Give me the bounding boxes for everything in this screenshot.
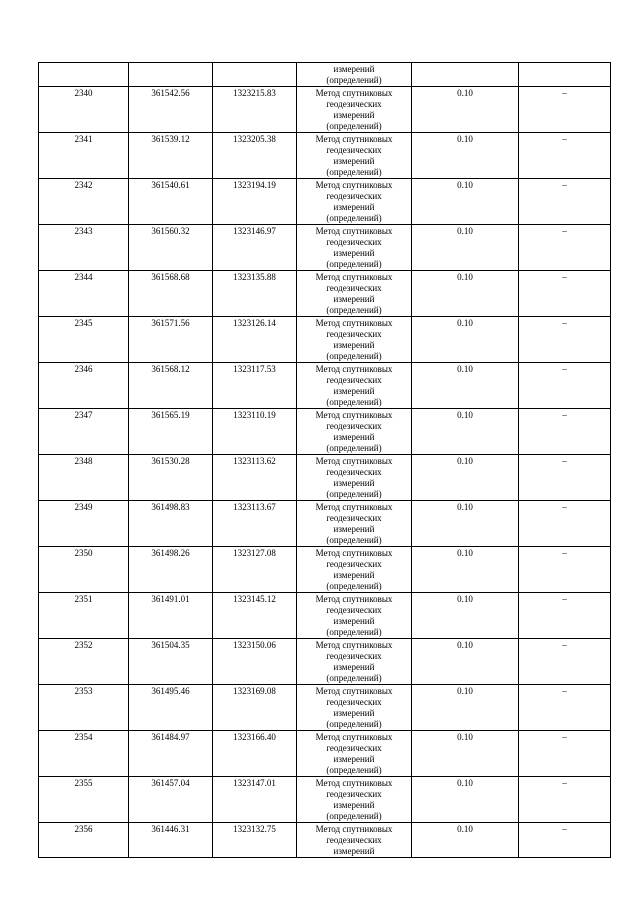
table-row <box>39 179 611 225</box>
method-line: измерений <box>333 202 375 212</box>
point-number-cell <box>39 133 129 179</box>
x-coordinate-cell <box>129 823 213 858</box>
method-line: геодезических <box>326 191 382 201</box>
accuracy-value: 0.10 <box>457 88 473 98</box>
coordinates-table <box>38 62 611 858</box>
note-cell <box>519 777 611 823</box>
point-number: 2342 <box>74 180 93 190</box>
accuracy-value: 0.10 <box>457 180 473 190</box>
point-number-cell <box>39 685 129 731</box>
accuracy-cell <box>412 455 519 501</box>
accuracy-cell <box>412 685 519 731</box>
method-line: (определений) <box>326 581 382 591</box>
table-row <box>39 409 611 455</box>
y-coordinate-cell <box>213 225 297 271</box>
table-row <box>39 777 611 823</box>
point-number-cell <box>39 547 129 593</box>
accuracy-value: 0.10 <box>457 686 473 696</box>
note-value: – <box>562 88 567 98</box>
point-number: 2346 <box>74 364 93 374</box>
note-cell <box>519 63 611 87</box>
method-line: Метод спутниковых <box>315 778 393 788</box>
method-line: геодезических <box>326 651 382 661</box>
method-cell <box>297 547 412 593</box>
method-line: геодезических <box>326 743 382 753</box>
table-row <box>39 639 611 685</box>
method-line: (определений) <box>326 397 382 407</box>
accuracy-value: 0.10 <box>457 548 473 558</box>
accuracy-cell <box>412 593 519 639</box>
y-coordinate-cell <box>213 409 297 455</box>
table-row <box>39 271 611 317</box>
y-coordinate: 1323150.06 <box>233 640 276 650</box>
method-line: измерений <box>333 708 375 718</box>
y-coordinate-cell <box>213 363 297 409</box>
method-line: геодезических <box>326 697 382 707</box>
y-coordinate-cell <box>213 685 297 731</box>
x-coordinate: 361540.61 <box>151 180 190 190</box>
x-coordinate-cell <box>129 777 213 823</box>
method-line: измерений <box>333 294 375 304</box>
note-value: – <box>562 364 567 374</box>
x-coordinate-cell <box>129 317 213 363</box>
table-row <box>39 317 611 363</box>
method-cell <box>297 133 412 179</box>
point-number: 2345 <box>74 318 93 328</box>
method-line: (определений) <box>326 765 382 775</box>
point-number: 2343 <box>74 226 93 236</box>
note-cell <box>519 317 611 363</box>
y-coordinate: 1323147.01 <box>233 778 276 788</box>
note-value: – <box>562 824 567 834</box>
table-row <box>39 731 611 777</box>
y-coordinate-cell <box>213 547 297 593</box>
accuracy-cell <box>412 823 519 858</box>
point-number-cell <box>39 179 129 225</box>
note-value: – <box>562 548 567 558</box>
note-cell <box>519 593 611 639</box>
accuracy-cell <box>412 317 519 363</box>
note-cell <box>519 547 611 593</box>
table-row <box>39 685 611 731</box>
method-line: измерений <box>333 662 375 672</box>
point-number: 2341 <box>74 134 93 144</box>
accuracy-cell <box>412 225 519 271</box>
note-cell <box>519 685 611 731</box>
method-line: Метод спутниковых <box>315 272 393 282</box>
accuracy-value: 0.10 <box>457 640 473 650</box>
method-line: (определений) <box>326 213 382 223</box>
method-cell <box>297 63 412 87</box>
point-number-cell <box>39 593 129 639</box>
method-line: (определений) <box>326 719 382 729</box>
x-coordinate-cell <box>129 225 213 271</box>
method-line: (определений) <box>326 811 382 821</box>
x-coordinate-cell <box>129 179 213 225</box>
accuracy-value: 0.10 <box>457 272 473 282</box>
y-coordinate: 1323135.88 <box>233 272 276 282</box>
y-coordinate-cell <box>213 317 297 363</box>
accuracy-cell <box>412 133 519 179</box>
x-coordinate-cell <box>129 501 213 547</box>
method-cell <box>297 685 412 731</box>
method-line: Метод спутниковых <box>315 364 393 374</box>
point-number-cell <box>39 501 129 547</box>
accuracy-cell <box>412 179 519 225</box>
method-line: Метод спутниковых <box>315 548 393 558</box>
method-line: Метод спутниковых <box>315 502 393 512</box>
method-line: геодезических <box>326 329 382 339</box>
table-row <box>39 593 611 639</box>
method-cell <box>297 455 412 501</box>
method-cell <box>297 317 412 363</box>
method-line: Метод спутниковых <box>315 318 393 328</box>
y-coordinate: 1323132.75 <box>233 824 276 834</box>
note-value: – <box>562 180 567 190</box>
method-cell <box>297 823 412 858</box>
method-cell <box>297 409 412 455</box>
table-row <box>39 363 611 409</box>
note-cell <box>519 363 611 409</box>
note-cell <box>519 501 611 547</box>
method-line: Метод спутниковых <box>315 226 393 236</box>
y-coordinate-cell <box>213 133 297 179</box>
note-cell <box>519 455 611 501</box>
x-coordinate: 361568.68 <box>151 272 190 282</box>
accuracy-cell <box>412 547 519 593</box>
point-number-cell <box>39 87 129 133</box>
method-line: измерений <box>333 386 375 396</box>
x-coordinate <box>129 63 212 64</box>
method-line: геодезических <box>326 835 382 845</box>
note-cell <box>519 225 611 271</box>
point-number: 2351 <box>74 594 93 604</box>
point-number-cell <box>39 455 129 501</box>
method-line: геодезических <box>326 559 382 569</box>
method-line: Метод спутниковых <box>315 732 393 742</box>
method-line: измерений <box>333 478 375 488</box>
point-number-cell <box>39 823 129 858</box>
x-coordinate-cell <box>129 363 213 409</box>
y-coordinate: 1323127.08 <box>233 548 276 558</box>
table-row-continued <box>39 63 611 87</box>
note-cell <box>519 133 611 179</box>
y-coordinate: 1323169.08 <box>233 686 276 696</box>
y-coordinate-cell <box>213 823 297 858</box>
note-value: – <box>562 640 567 650</box>
y-coordinate: 1323194.19 <box>233 180 276 190</box>
point-number-cell <box>39 639 129 685</box>
method-line: (определений) <box>326 351 382 361</box>
method-line: измерений <box>333 846 375 856</box>
y-coordinate-cell <box>213 731 297 777</box>
method-line: (определений) <box>326 535 382 545</box>
y-coordinate <box>213 63 296 64</box>
note-value: – <box>562 226 567 236</box>
x-coordinate-cell <box>129 593 213 639</box>
point-number-cell <box>39 271 129 317</box>
note-value: – <box>562 502 567 512</box>
accuracy-cell <box>412 271 519 317</box>
accuracy-cell <box>412 639 519 685</box>
method-line: (определений) <box>326 121 382 131</box>
point-number: 2350 <box>74 548 93 558</box>
x-coordinate: 361530.28 <box>151 456 190 466</box>
method-line: Метод спутниковых <box>315 134 393 144</box>
accuracy-value: 0.10 <box>457 318 473 328</box>
method-line: измерений <box>333 110 375 120</box>
y-coordinate-cell <box>213 501 297 547</box>
table-row <box>39 133 611 179</box>
x-coordinate-cell <box>129 133 213 179</box>
method-cell <box>297 593 412 639</box>
accuracy-value: 0.10 <box>457 410 473 420</box>
accuracy-value: 0.10 <box>457 134 473 144</box>
note-cell <box>519 639 611 685</box>
method-line: измерений <box>333 156 375 166</box>
accuracy-value: 0.10 <box>457 226 473 236</box>
y-coordinate: 1323145.12 <box>233 594 276 604</box>
table-row <box>39 87 611 133</box>
x-coordinate: 361542.56 <box>151 88 190 98</box>
method-line: Метод спутниковых <box>315 456 393 466</box>
x-coordinate-cell <box>129 547 213 593</box>
method-line: измерений <box>333 340 375 350</box>
method-cell <box>297 271 412 317</box>
x-coordinate-cell <box>129 63 213 87</box>
method-line: измерений <box>333 616 375 626</box>
y-coordinate-cell <box>213 63 297 87</box>
note-value: – <box>562 318 567 328</box>
accuracy-cell <box>412 731 519 777</box>
y-coordinate: 1323166.40 <box>233 732 276 742</box>
method-line: геодезических <box>326 99 382 109</box>
x-coordinate: 361539.12 <box>151 134 190 144</box>
x-coordinate: 361446.31 <box>151 824 190 834</box>
method-cell <box>297 731 412 777</box>
method-line: Метод спутниковых <box>315 88 393 98</box>
point-number-cell <box>39 225 129 271</box>
accuracy-value: 0.10 <box>457 824 473 834</box>
x-coordinate: 361498.26 <box>151 548 190 558</box>
accuracy-cell <box>412 777 519 823</box>
point-number-cell <box>39 363 129 409</box>
point-number-cell <box>39 731 129 777</box>
x-coordinate: 361495.46 <box>151 686 190 696</box>
x-coordinate-cell <box>129 271 213 317</box>
method-cell <box>297 179 412 225</box>
method-line: геодезических <box>326 283 382 293</box>
x-coordinate-cell <box>129 685 213 731</box>
note-value: – <box>562 732 567 742</box>
accuracy-value: 0.10 <box>457 456 473 466</box>
method-line: измерений <box>333 248 375 258</box>
method-line: геодезических <box>326 421 382 431</box>
accuracy-cell <box>412 87 519 133</box>
x-coordinate: 361457.04 <box>151 778 190 788</box>
method-line: геодезических <box>326 237 382 247</box>
method-line: (определений) <box>326 75 382 85</box>
method-line: Метод спутниковых <box>315 824 393 834</box>
point-number: 2347 <box>74 410 93 420</box>
accuracy-cell <box>412 409 519 455</box>
x-coordinate: 361504.35 <box>151 640 190 650</box>
method-line: геодезических <box>326 605 382 615</box>
method-line: геодезических <box>326 375 382 385</box>
point-number <box>39 63 128 64</box>
accuracy-value: 0.10 <box>457 732 473 742</box>
x-coordinate: 361491.01 <box>151 594 190 604</box>
method-line: Метод спутниковых <box>315 594 393 604</box>
point-number: 2352 <box>74 640 93 650</box>
x-coordinate: 361560.32 <box>151 226 190 236</box>
method-cell <box>297 363 412 409</box>
method-line: Метод спутниковых <box>315 410 393 420</box>
point-number: 2353 <box>74 686 93 696</box>
method-line: измерений <box>333 432 375 442</box>
x-coordinate: 361484.97 <box>151 732 190 742</box>
method-line: геодезических <box>326 789 382 799</box>
table-row <box>39 455 611 501</box>
point-number-cell <box>39 409 129 455</box>
note-cell <box>519 409 611 455</box>
y-coordinate: 1323126.14 <box>233 318 276 328</box>
note-cell <box>519 87 611 133</box>
method-cell <box>297 501 412 547</box>
coordinates-table-body <box>39 63 611 858</box>
y-coordinate-cell <box>213 777 297 823</box>
method-cell <box>297 777 412 823</box>
method-line: Метод спутниковых <box>315 180 393 190</box>
method-line: измерений <box>333 754 375 764</box>
table-row <box>39 501 611 547</box>
accuracy-value: 0.10 <box>457 778 473 788</box>
accuracy-value: 0.10 <box>457 594 473 604</box>
accuracy-cell <box>412 501 519 547</box>
accuracy-value: 0.10 <box>457 502 473 512</box>
method-line: геодезических <box>326 467 382 477</box>
x-coordinate-cell <box>129 639 213 685</box>
note-value: – <box>562 686 567 696</box>
x-coordinate-cell <box>129 731 213 777</box>
method-line: (определений) <box>326 627 382 637</box>
table-row <box>39 823 611 858</box>
accuracy-cell <box>412 63 519 87</box>
y-coordinate-cell <box>213 179 297 225</box>
table-row <box>39 225 611 271</box>
method-cell <box>297 639 412 685</box>
point-number-cell <box>39 63 129 87</box>
point-number-cell <box>39 317 129 363</box>
note-value: – <box>562 778 567 788</box>
accuracy-cell <box>412 363 519 409</box>
method-line: (определений) <box>326 259 382 269</box>
point-number: 2355 <box>74 778 93 788</box>
y-coordinate: 1323117.53 <box>233 364 276 374</box>
y-coordinate-cell <box>213 271 297 317</box>
point-number: 2354 <box>74 732 93 742</box>
y-coordinate-cell <box>213 455 297 501</box>
x-coordinate: 361565.19 <box>151 410 190 420</box>
note-value: – <box>562 272 567 282</box>
method-line: геодезических <box>326 145 382 155</box>
method-line: измерений <box>333 524 375 534</box>
y-coordinate: 1323110.19 <box>233 410 276 420</box>
x-coordinate-cell <box>129 87 213 133</box>
point-number: 2356 <box>74 824 93 834</box>
method-cell <box>297 87 412 133</box>
method-line: измерений <box>333 570 375 580</box>
note-value: – <box>562 594 567 604</box>
method-line: (определений) <box>326 489 382 499</box>
method-line: Метод спутниковых <box>315 640 393 650</box>
x-coordinate-cell <box>129 409 213 455</box>
point-number: 2344 <box>74 272 93 282</box>
note-value: – <box>562 134 567 144</box>
point-number: 2348 <box>74 456 93 466</box>
note-value <box>519 63 610 64</box>
method-cell <box>297 225 412 271</box>
note-value: – <box>562 410 567 420</box>
point-number: 2349 <box>74 502 93 512</box>
method-line: геодезических <box>326 513 382 523</box>
y-coordinate: 1323205.38 <box>233 134 276 144</box>
method-line: измерений <box>333 64 375 74</box>
accuracy-value: 0.10 <box>457 364 473 374</box>
y-coordinate: 1323113.62 <box>233 456 276 466</box>
x-coordinate-cell <box>129 455 213 501</box>
x-coordinate: 361498.83 <box>151 502 190 512</box>
point-number: 2340 <box>74 88 93 98</box>
y-coordinate-cell <box>213 593 297 639</box>
note-cell <box>519 731 611 777</box>
method-line: (определений) <box>326 305 382 315</box>
method-line: измерений <box>333 800 375 810</box>
note-cell <box>519 823 611 858</box>
y-coordinate: 1323215.83 <box>233 88 276 98</box>
x-coordinate: 361568.12 <box>151 364 190 374</box>
method-line: Метод спутниковых <box>315 686 393 696</box>
note-cell <box>519 179 611 225</box>
y-coordinate: 1323146.97 <box>233 226 276 236</box>
method-line: (определений) <box>326 443 382 453</box>
table-row <box>39 547 611 593</box>
note-cell <box>519 271 611 317</box>
method-line: (определений) <box>326 673 382 683</box>
note-value: – <box>562 456 567 466</box>
x-coordinate: 361571.56 <box>151 318 190 328</box>
method-line: (определений) <box>326 167 382 177</box>
point-number-cell <box>39 777 129 823</box>
accuracy-value <box>412 63 518 64</box>
y-coordinate-cell <box>213 639 297 685</box>
y-coordinate-cell <box>213 87 297 133</box>
y-coordinate: 1323113.67 <box>233 502 276 512</box>
